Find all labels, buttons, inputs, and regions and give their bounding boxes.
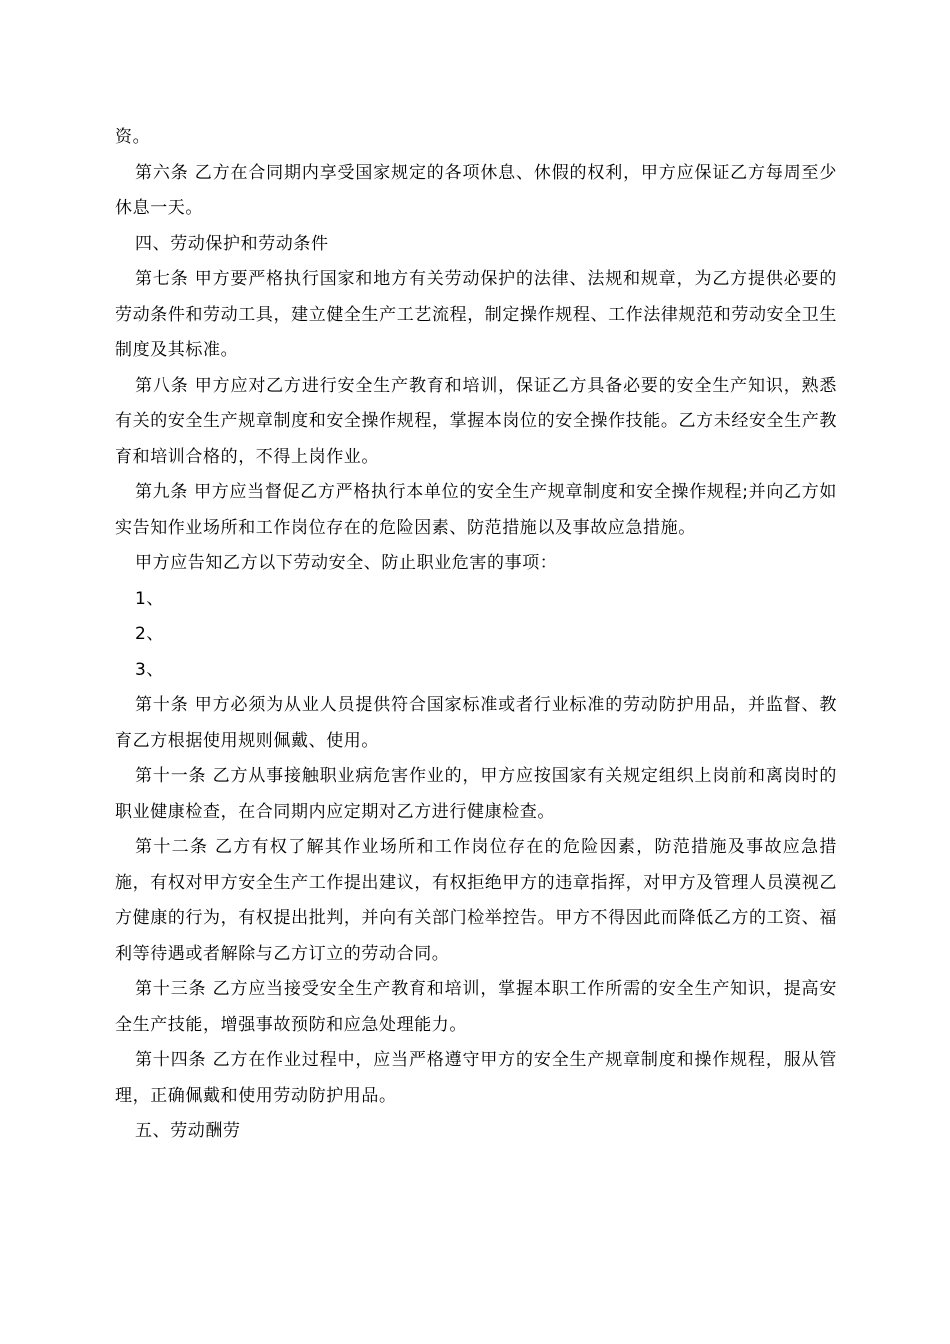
section-heading-5: 五、劳动酬劳 (135, 1121, 241, 1141)
article-14: 第十四条 乙方在作业过程中，应当严格遵守甲方的安全生产规章制度和操作规程，服从管理，正确佩戴和使用劳动防护用品。 (115, 1050, 837, 1106)
paragraph-continuation: 资。 (115, 127, 151, 147)
section-heading-4: 四、劳动保护和劳动条件 (135, 233, 329, 254)
article-6: 第六条 乙方在合同期内享受国家规定的各项休息、休假的权利，甲方应保证乙方每周至少休息一天。 (115, 162, 837, 218)
article-8: 第八条 甲方应对乙方进行安全生产教育和培训，保证乙方具备必要的安全生产知识，熟悉有关的安全生产规章制度和安全操作规程，掌握本岗位的安全操作技能。乙方未经安全生产教育和培训合格的，不得上岗作业。 (115, 375, 837, 467)
notice-intro: 甲方应告知乙方以下劳动安全、防止职业危害的事项： (135, 553, 558, 573)
document-body (115, 120, 837, 1150)
list-item-3: 3、 (135, 659, 165, 680)
list-item-2: 2、 (135, 624, 165, 644)
article-13: 第十三条 乙方应当接受安全生产教育和培训，掌握本职工作所需的安全生产知识，提高安全生产技能，增强事故预防和应急处理能力。 (115, 979, 837, 1035)
article-11: 第十一条 乙方从事接触职业病危害作业的，甲方应按国家有关规定组织上岗前和离岗时的职业健康检查，在合同期内应定期对乙方进行健康检查。 (115, 766, 837, 822)
article-12: 第十二条 乙方有权了解其作业场所和工作岗位存在的危险因素，防范措施及事故应急措施，有权对甲方安全生产工作提出建议，有权拒绝甲方的违章指挥，对甲方及管理人员漠视乙方健康的行为，有权提出批判，并向有关部门检举控告。甲方不得因此而降低乙方的工资、福利等待遇或者解除与乙方订立的劳动合同。 (115, 837, 837, 964)
article-7: 第七条 甲方要严格执行国家和地方有关劳动保护的法律、法规和规章，为乙方提供必要的劳动条件和劳动工具，建立健全生产工艺流程，制定操作规程、工作法律规范和劳动安全卫生制度及其标准。 (115, 269, 837, 360)
article-10: 第十条 甲方必须为从业人员提供符合国家标准或者行业标准的劳动防护用品，并监督、教育乙方根据使用规则佩戴、使用。 (115, 695, 837, 751)
article-9: 第九条 甲方应当督促乙方严格执行本单位的安全生产规章制度和安全操作规程;并向乙方如实告知作业场所和工作岗位存在的危险因素、防范措施以及事故应急措施。 (115, 482, 837, 538)
list-item-1: 1、 (135, 588, 165, 609)
